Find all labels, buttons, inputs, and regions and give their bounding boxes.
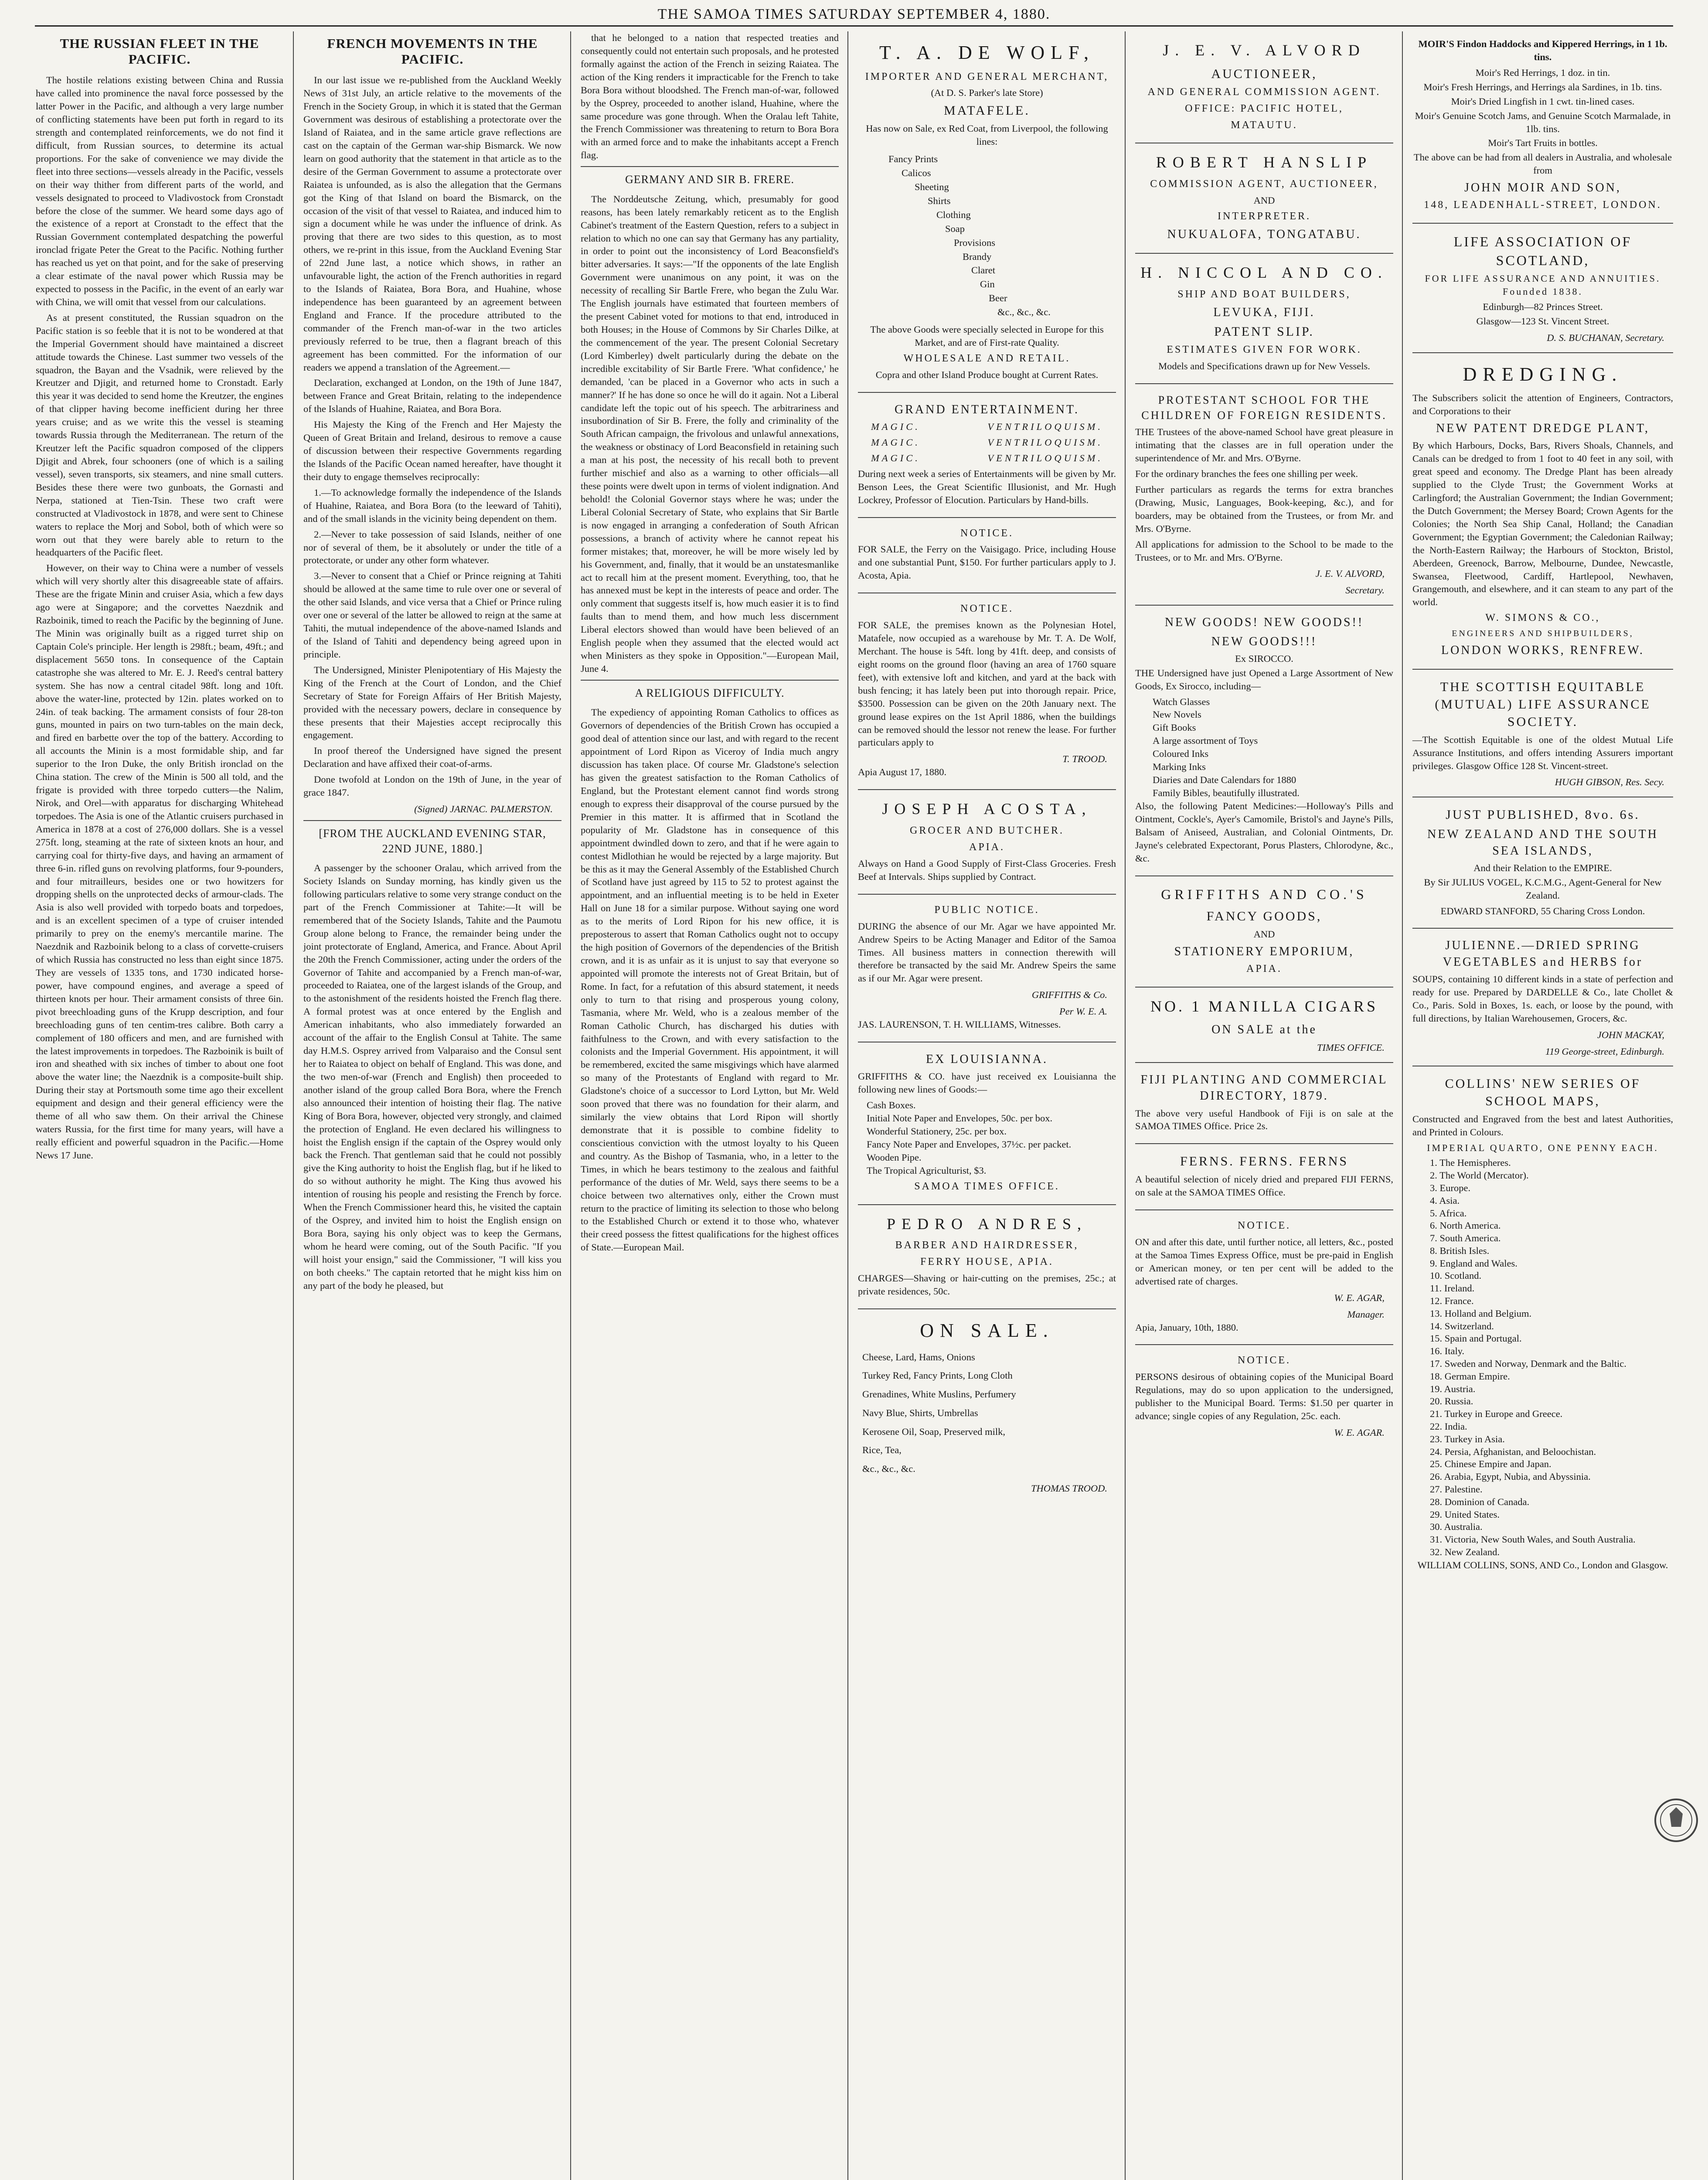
list-item: Claret	[971, 265, 995, 276]
list-item: Initial Note Paper and Envelopes, 50c. per box.	[867, 1113, 1053, 1124]
map-list-item: 21. Turkey in Europe and Greece.	[1430, 1408, 1563, 1420]
map-list-item: 5. Africa.	[1430, 1207, 1467, 1219]
ad-pedro-andres	[858, 1205, 1116, 1310]
ad-collins-maps	[1412, 1066, 1673, 1582]
ad-title: H. NICCOL AND CO.	[1140, 264, 1388, 282]
ad-line: AND	[1253, 928, 1275, 940]
map-list-item: 1. The Hemispheres.	[1430, 1157, 1511, 1168]
map-list-item: 4. Asia.	[1430, 1195, 1460, 1206]
ad-dredging	[1412, 353, 1673, 670]
ad-protestant-school	[1135, 384, 1393, 606]
maps-list	[1412, 1157, 1673, 1559]
list-item: Calicos	[902, 167, 931, 178]
ad-title: NEW GOODS!!!	[1211, 634, 1317, 648]
map-list-item: 10. Scotland.	[1430, 1270, 1482, 1281]
ad-subtitle: NEW PATENT DREDGE PLANT,	[1436, 422, 1650, 436]
map-list-item: 7. South America.	[1430, 1233, 1501, 1244]
ad-subtitle: SHIP AND BOAT BUILDERS,	[1177, 289, 1351, 300]
ad-title: PUBLIC NOTICE.	[934, 904, 1040, 916]
ad-title: NOTICE.	[960, 527, 1014, 539]
ad-title: ROBERT HANSLIP	[1156, 153, 1373, 171]
ad-place: NUKUALOFA, TONGATABU.	[1167, 228, 1361, 242]
ad-signature: JOHN MACKAY,	[1597, 1029, 1664, 1040]
article-title: GERMANY AND SIR B. FRERE.	[581, 166, 839, 187]
ad-alvord	[1135, 31, 1393, 143]
ad-ferry-notice	[858, 518, 1116, 594]
ad-place: FERRY HOUSE, APIA.	[920, 1256, 1054, 1268]
list-item: Wooden Pipe.	[867, 1151, 922, 1163]
ad-subtitle: ON SALE at the	[1211, 1022, 1317, 1036]
map-list-item: 25. Chinese Empire and Japan.	[1430, 1458, 1551, 1470]
ad-text: CHARGES—Shaving or hair-cutting on the premises, 25c.; at private residences, 50c.	[858, 1273, 1116, 1297]
ad-signature: W. E. AGAR.	[1334, 1427, 1385, 1438]
column-germany-frere	[570, 31, 848, 2180]
ad-text: PERSONS desirous of obtaining copies of the Municipal Board Regulations, may do so upon application to the undersigned, publisher to the Municipal Board. Terms: $1.50 per quarter in advance; single copies of any Regulation, 25c. each.	[1135, 1371, 1393, 1422]
paragraph: 3.—Never to consent that a Chief or Prince reigning at Tahiti should be allowed at the same time to rule over one or several of the other said Islands, and vice versa that a Chief or Prince ruling over one or several of the latter be allowed to reign at the same at Tahiti, the mutual independence of the above-named Islands and of the Island of Tahiti and dependency being agreed upon in principle.	[303, 570, 561, 660]
map-list-item: 6. North America.	[1430, 1220, 1501, 1231]
column-advertisements-2	[1125, 31, 1403, 2180]
paragraph: 2.—Never to take possession of said Islands, neither of one nor of several of them, be it absolutely or under the title of a protectorate, or under any other form whatever.	[303, 528, 561, 566]
list-item: Wonderful Stationery, 25c. per box.	[867, 1125, 1007, 1137]
ad-witnesses: JAS. LAURENSON, T. H. WILLIAMS, Witnesses.	[858, 1019, 1061, 1030]
ad-title: NOTICE.	[1238, 1355, 1291, 1366]
ad-title: NEW GOODS! NEW GOODS!!	[1164, 616, 1364, 630]
ad-title: NO. 1 MANILLA CIGARS	[1150, 998, 1378, 1015]
ad-address: 119 George-street, Edinburgh.	[1545, 1046, 1664, 1057]
map-list-item: 12. France.	[1430, 1295, 1474, 1307]
map-list-item: 29. United States.	[1430, 1509, 1500, 1520]
ad-title: JOSEPH ACOSTA,	[882, 800, 1092, 818]
ad-life-association	[1412, 224, 1673, 353]
list-item: New Novels	[1153, 709, 1201, 720]
ad-title: THE SCOTTISH EQUITABLE (MUTUAL) LIFE ASSURANCE SOCIETY.	[1435, 680, 1651, 729]
ad-firm: JOHN MOIR AND SON,	[1464, 181, 1621, 195]
paragraph: In our last issue we re-published from the Auckland Weekly News of 31st July, an article relative to the movements of the French in the Society Group, in which it is stated that the German Government was desirous of establishing a protectorate over the Island of Raiatea, and in the same article grave reflections are cast on the captain of the German war-ship Bismarck. We now learn on good authority that the statement in that article as to the desire of the German Government to assume a protectorate over Raiatea is unfounded, as is also the allegation that the Germans got the King of that Island on board the Bismarck, on the occasion of the visit of that vessel to Raiatea, and induced him to sign a document while he was under the influence of drink. As proving that there are two sides to this question, as to most others, we re-print in this issue, from the Auckland Evening Star of 22nd June last, a notice which shows, in rather an unfavourable light, the action of the French authorities in regard to the Islands of Raiatea, Bora Bora, and Huahine, whose independence has been guaranteed by an agreement between England and France. If the procedure attributed to the commander of the French man-of-war in the two articles previously referred to be true, then a flagrant breach of this agreement has been committed. For the information of our readers we append a translation of the Agreement.—	[303, 75, 561, 373]
ad-julienne	[1412, 929, 1673, 1066]
paragraph: His Majesty the King of the French and Her Majesty the Queen of Great Britain and Ireland, desirous to remove a cause of discussion between their respective Governments regarding the Islands of the Pacific Ocean named hereafter, have thought it their duty to engage themselves reciprocally:	[303, 419, 561, 482]
ad-text: Has now on Sale, ex Red Coat, from Liverpool, the following lines:	[866, 123, 1108, 147]
ad-text: The Subscribers solicit the attention of Engineers, Contractors, and Corporations to their	[1412, 392, 1673, 417]
ad-title: J. E. V. ALVORD	[1163, 41, 1366, 59]
list-item: &c., &c., &c.	[997, 307, 1051, 318]
ad-title: JUST PUBLISHED, 8vo. 6s.	[1446, 807, 1640, 822]
ad-line: (At D. S. Parker's late Store)	[931, 87, 1043, 99]
ad-title: FERNS. FERNS. FERNS	[1180, 1154, 1349, 1169]
masthead: THE SAMOA TIMES SATURDAY SEPTEMBER 4, 1880.	[35, 6, 1673, 27]
ad-line: Ex SIROCCO.	[1235, 653, 1293, 664]
ad-text: A beautiful selection of nicely dried and prepared FIJI FERNS, on sale at the SAMOA TIMES Office.	[1135, 1174, 1393, 1198]
ad-subtitle: BARBER AND HAIRDRESSER,	[895, 1240, 1079, 1251]
ad-place: APIA.	[969, 841, 1005, 853]
ad-title: EX LOUISIANNA.	[926, 1053, 1048, 1066]
ad-book-vogel	[1412, 797, 1673, 929]
ad-subtitle: STATIONERY EMPORIUM,	[1174, 944, 1354, 958]
ad-address: 148, LEADENHALL-STREET, LONDON.	[1424, 199, 1662, 211]
ad-address: LONDON WORKS, RENFREW.	[1441, 643, 1645, 657]
list-item: Sheeting	[915, 181, 949, 192]
paragraph: In proof thereof the Undersigned have signed the present Declaration and have affixed their coat-of-arms.	[303, 745, 561, 770]
list-item: The Tropical Agriculturist, $3.	[867, 1165, 987, 1176]
paragraph: that he belonged to a nation that respected treaties and consequently could not entertain such proposals, and he protested formally against the action of the French in seizing Raiatea. The action of the King renders it impracticable for the French to take Bora Bora without bloodshed. The French man-of-war, followed by the Osprey, proceeded to another island, Huahine, where the same procedure was gone through. When the Oralau left Tahite, the French Commissioner was threatening to return to Bora Bora with an armed force and to make the inhabitants accept a French flag.	[581, 32, 839, 161]
list-item: Brandy	[963, 251, 992, 262]
list-item: Kerosene Oil, Soap, Preserved milk,	[862, 1426, 1006, 1437]
list-item: Gin	[980, 279, 995, 290]
magic-word: MAGIC.	[871, 421, 920, 433]
list-item: Watch Glasses	[1153, 696, 1210, 707]
ad-title: PROTESTANT SCHOOL FOR THE CHILDREN OF FOREIGN RESIDENTS.	[1141, 394, 1387, 422]
ad-subtitle: And their Relation to the EMPIRE.	[1473, 862, 1612, 873]
map-list-item: 31. Victoria, New South Wales, and South Australia.	[1430, 1534, 1636, 1545]
ad-place: MATAFELE.	[944, 103, 1030, 118]
ad-subtitle: AUCTIONEER,	[1211, 66, 1317, 81]
map-list-item: 15. Spain and Portugal.	[1430, 1333, 1522, 1344]
ad-text: Copra and other Island Produce bought at Current Rates.	[875, 369, 1099, 380]
ad-text: DURING the absence of our Mr. Agar we have appointed Mr. Andrew Speirs to be Acting Manager and Editor of the Samoa Times. All business matters in connection therewith will therefore be transacted by the said Mr. Andrew Speirs the same as if our Mr. Agar were present.	[858, 920, 1116, 984]
ad-title: COLLINS' NEW SERIES OF SCHOOL MAPS,	[1445, 1076, 1641, 1109]
ad-signature: Secretary.	[1345, 585, 1385, 596]
ad-manilla-cigars	[1135, 988, 1393, 1063]
ad-entertainment	[858, 393, 1116, 518]
library-stamp	[1652, 1796, 1700, 1844]
magic-word: MAGIC.	[871, 452, 920, 463]
ad-hotel-notice	[858, 593, 1116, 790]
article-title: THE RUSSIAN FLEET IN THE PACIFIC.	[60, 36, 259, 67]
column-advertisements-3	[1402, 31, 1683, 2180]
list-item: Rice, Tea,	[862, 1444, 902, 1456]
list-item: Fancy Prints	[888, 153, 938, 165]
ad-text: SOUPS, containing 10 different kinds in a state of perfection and ready for use. Prepared by DARDELLE & Co., late Chollet & Co., Paris. Sold in Boxes, 1s. each, or loose by the pound, with full directions, by Italian Warehousemen, Grocers, &c.	[1412, 973, 1673, 1024]
paragraph: However, on their way to China were a number of vessels which will very shortly alter this disagreeable state of affairs. These are the frigate Minin and cruiser Asia, which a few days ago were at Singapore; and the corvettes Naezdnik and Razboinik, timed to reach the Pacific by the beginning of June. The Minin was originally built as a rigged turret ship on Captain Cole's principle. Her length is 298ft.; beam, 49ft.; and displacement 5650 tons. In consequence of the Captain catastrophe she was altered to Mr. E. J. Reed's central battery system. She has now a central citadel 98ft. long and 10ft. above the water-line, protected by 12in. plates worked on to 24in. of teak backing. The armament consists of four 28-ton guns, mounted in pairs on two turn-tables on the main deck, and fired en barbette over the top of the battery. According to all accounts the Minin is a most formidable ship, and far superior to the Iron Duke, the only British ironclad on the China station. The crew of the Minin is 500 all told, and the frigate is provided with three torpedo cutters—the Nalim, Nirok, and Orel—with apparatus for discharging Whitehead torpedoes. The Asia is one of the Atlantic cruisers purchased in America in 1878 at a cost of 276,000 dollars. She is a vessel 275ft. long, steaming at the rate of sixteen knots an hour, and carrying coal for thirty-five days, and having an armament of three 6-in. rifled guns on revolving platforms, four 9-pounders, and four mitrailleurs, besides one or two howitzers for dropping shells on the unprotected decks of armour-clads. The Asia is also well provided with torpedo boats and torpedoes, and is an excellent specimen of a type of cruiser intended primarily to prey on the enemy's mercantile marine. The Naezdnik and Razboinik belong to a class of corvette-cruisers of which Russia has constructed no less than eight since 1875. They are vessels of 1335 tons, and 1730 indicated horse-power, have compound engines, and average a speed of thirteen knots per hour. Their armament consists of three 6in. pivot breechloading guns of the Krupp description, and four breechloading guns of ten centim-tres calibre. Both carry a complement of 180 officers and men, and are furnished with the latest improvements in torpedoes. The Razboinik is built of iron and sheathed with six inches of timber to about one foot above the water line; the Naezdnik is a composite-built ship. During their stay at Portsmouth some time ago their excellent equipment and design and their general efficiency were the theme of all who saw them. On their arrival the Chinese waters Russia, for the first time for many years, will have a really efficient and powerful squadron in the Pacific.—Home News 17 June.	[36, 562, 283, 1161]
ad-text: Further particulars as regards the terms for extra branches (Drawing, Music, Languages, Book-keeping, &c.), and for boarders, may be obtained from the Trustees, or from Mr. and Mrs. O'Byrne.	[1135, 484, 1393, 534]
list-item: Gift Books	[1153, 722, 1196, 733]
ad-title: MOIR'S Findon Haddocks and Kippered Herrings, in 1 1b. tins.	[1418, 38, 1667, 62]
ad-title: GRIFFITHS AND CO.'S	[1161, 886, 1368, 902]
list-item: A large assortment of Toys	[1153, 735, 1258, 746]
ad-date: Apia August 17, 1880.	[858, 766, 947, 778]
ad-subtitle: INTERPRETER.	[1218, 211, 1311, 222]
ad-address: Edinburgh—82 Princes Street.	[1483, 301, 1603, 312]
paragraph: Declaration, exchanged at London, on the 19th of June 1847, between France and Great Britain, relating to the independence of the Islands of Huahine, Raiatea, and Bora Bora.	[303, 377, 561, 415]
ad-subtitle: FOR LIFE ASSURANCE AND ANNUITIES. Founded 1838.	[1425, 273, 1661, 297]
list-item: Family Bibles, beautifully illustrated.	[1153, 787, 1300, 798]
ad-line: AND	[1253, 195, 1275, 206]
ad-moir	[1412, 31, 1673, 224]
ad-title: LIFE ASSOCIATION OF SCOTLAND,	[1453, 234, 1632, 268]
ad-text: For the ordinary branches the fees one shilling per week.	[1135, 468, 1358, 479]
ad-signature: SAMOA TIMES OFFICE.	[914, 1180, 1060, 1192]
ad-new-goods	[1135, 606, 1393, 876]
paragraph: 1.—To acknowledge formally the independence of the Islands of Huahine, Raiatea, and Bora Bora (to the leeward of Tahiti), and of the small islands in the vicinity being dependent on them.	[303, 487, 561, 524]
ad-signature: THOMAS TROOD.	[1031, 1482, 1107, 1494]
list-item: Moir's Fresh Herrings, and Herrings ala Sardines, in 1b. tins.	[1423, 81, 1662, 92]
ad-subtitle: ENGINEERS AND SHIPBUILDERS,	[1452, 629, 1634, 639]
ad-title: FIJI PLANTING AND COMMERCIAL DIRECTORY, 1879.	[1140, 1073, 1388, 1103]
column-advertisements-1	[847, 31, 1126, 2180]
ad-text: FOR SALE, the Ferry on the Vaisigago. Price, including House and one substantial Punt, $150. For further particulars apply to J. Acosta, Apia.	[858, 544, 1116, 581]
map-list-item: 14. Switzerland.	[1430, 1320, 1494, 1332]
article-title: A RELIGIOUS DIFFICULTY.	[581, 680, 839, 701]
ad-text: By which Harbours, Docks, Bars, Rivers Shoals, Channels, and Canals can be dredged to from 1 foot to 40 feet in any soil, with great speed and economy. The Dredge Plant has been already supplied to the Clyde Trust; the Government Works at Carlingford; the Australian Government; the Indian Government; the Dutch Government; the Mersey Board; Crown Agents for the Colonies; the North Sea Ship Canal, Holland; the Canadian Government; the Egyptian Government; the Caledonian Railway; the North-Eastern Railway; the Harbours of Stockton, Bristol, Aberdeen, Greenock, Barrow, Melbourne, Dundee, Newcastle, Swansea, Fleetwood, Cardiff, Hartlepool, Newhaven, Grangemouth, and elsewhere, and it can steam to any part of the world.	[1412, 440, 1673, 608]
ad-text: FOR SALE, the premises known as the Polynesian Hotel, Matafele, now occupied as a warehouse by Mr. T. A. De Wolf, Merchant. The house is 54ft. long by 41ft. deep, and consists of eight rooms on the ground floor (having an area of 1760 square feet), with extensive loft and kitchen, and yard at the back with bush fencing; it has lately been put into thorough repair. Price, $3500. Possession can be given on the 20th January next. The ground lease expires on the 1st April 1886, when the buildings can be removed should the lessor not renew the lease. For further particulars apply to	[858, 620, 1116, 748]
map-list-item: 23. Turkey in Asia.	[1430, 1433, 1505, 1444]
ad-text: EDWARD STANFORD, 55 Charing Cross London.	[1440, 905, 1645, 916]
list-item: Navy Blue, Shirts, Umbrellas	[862, 1407, 978, 1418]
ad-fiji-directory	[1135, 1063, 1393, 1144]
ad-postal-notice	[1135, 1210, 1393, 1345]
ad-dewolf	[858, 31, 1116, 393]
ad-signature: HUGH GIBSON, Res. Secy.	[1555, 777, 1664, 788]
magic-line	[858, 452, 1116, 465]
ad-text: —The Scottish Equitable is one of the oldest Mutual Life Assurance Institutions, and offers intending Assurers important privileges. Glasgow Office 128 St. Vincent-street.	[1412, 734, 1673, 771]
ad-place: LEVUKA, FIJI.	[1213, 306, 1315, 320]
map-list-item: 17. Sweden and Norway, Denmark and the Baltic.	[1430, 1358, 1626, 1369]
ad-subtitle: IMPERIAL QUARTO, ONE PENNY EACH.	[1427, 1142, 1659, 1154]
goods-list	[858, 1348, 1116, 1478]
ad-title: NOTICE.	[1238, 1220, 1291, 1232]
list-item: Clothing	[936, 209, 971, 220]
map-list-item: 16. Italy.	[1430, 1345, 1465, 1357]
ventriloquism-word: VENTRILOQUISM.	[987, 421, 1103, 433]
paragraph: The hostile relations existing between China and Russia have called into prominence the naval force possessed by the latter Power in the Pacific, and although a very large number of conflicting statements have been put forth in regard to its strength and contemplated reinforcements, we do not find it difficult, from Russian sources, to determine its actual proportions. For the sake of convenience we may divide the fleet into three sections—vessels already in the Pacific, vessels on their way thither from different parts of the world, and vessels designated to proceed to Vladivostock from Cronstadt before the close of the summer. We heard some days ago of the existence of a report at Cronstadt to the effect that the Russian Government contemplated despatching the powerful ironclad frigate Peter the Great to the Pacific. Nothing further has reached us yet on that point, and for the sake of preserving a clear estimate of the naval power which Russia may be expected to possess in the Pacific, in the event of an early war with China, we will omit that vessel from our calculations.	[36, 75, 283, 307]
ad-line: WHOLESALE AND RETAIL.	[903, 352, 1071, 364]
map-list-item: 32. New Zealand.	[1430, 1546, 1500, 1558]
list-item: Turkey Red, Fancy Prints, Long Cloth	[862, 1370, 1013, 1381]
ad-griffiths-emporium	[1135, 876, 1393, 988]
source-line: [FROM THE AUCKLAND EVENING STAR, 22ND JUNE, 1880.]	[303, 820, 561, 856]
ventriloquism-word: VENTRILOQUISM.	[987, 452, 1103, 463]
paragraph: A passenger by the schooner Oralau, which arrived from the Society Islands on Sunday morning, has kindly given us the following particulars relative to some very strange conduct on the part of the French Commissioner at Tahite:—It will be remembered that of the Society Islands, Tahite and the Paumotu Group alone belong to France, the remainder being under the joint protectorate of England, America, and France. About April the 20th the French Commissioner, acting under the orders of the Governor of Tahite and accompanied by a French man-of-war, proceeded to Raiatea, one of the largest islands of the Group, and to the astonishment of the residents hoisted the French flag there. A formal protest was at once entered by the English and American inhabitants, who also immediately forwarded an account of the affair to the English Consul at Tahite. The same day H.M.S. Osprey arrived from Valparaiso and the Consul sent her to Raiatea to object on behalf of England. This was done, and the two men-of-war (French and English) then proceeded to another island of the group called Bora Bora, where the French also announced their intention of hoisting their flag. The native King of Bora Bora, however, objected very strongly, and claimed the protection of England. He even declared his willingness to hoist the English ensign if the captain of the Osprey would only back the French. That gentleman said that he could not possibly give the King authority to hoist the English flag, but if he liked to do so without authority he might. The King thus avowed his intention of rousing his people and resisting the French by force. When the French Commissioner heard this, he visited the captain of the Osprey, and invited him to hoist the English ensign on Bora Bora, saying his only object was to keep the Germans, whom he heard were coming, out of the South Pacific. "If you will hoist your ensign," said the Commissioner, "I will kiss you on both cheeks." The captain retorted that he might kiss him on any part of the body he pleased, but	[303, 862, 561, 1291]
ad-acosta	[858, 790, 1116, 895]
ad-subtitle: AND GENERAL COMMISSION AGENT.	[1147, 86, 1381, 98]
map-list-item: 20. Russia.	[1430, 1396, 1473, 1407]
ad-signature: TIMES OFFICE.	[1317, 1042, 1385, 1053]
ad-text: During next week a series of Entertainments will be given by Mr. Benson Lees, the Great Scientific Illusionist, and Mr. Hugh Lockrey, Professor of Elocution. Particulars by Hand-bills.	[858, 468, 1116, 505]
map-list-item: 3. Europe.	[1430, 1182, 1471, 1193]
map-list-item: 24. Persia, Afghanistan, and Beloochistan.	[1430, 1446, 1596, 1457]
ad-ferns	[1135, 1144, 1393, 1210]
ventriloquism-word: VENTRILOQUISM.	[987, 436, 1103, 448]
column-russian-fleet	[26, 31, 293, 2180]
list-item: Soap	[945, 223, 965, 234]
magic-word: MAGIC.	[871, 436, 920, 448]
ad-subtitle: FANCY GOODS,	[1206, 909, 1322, 924]
ad-text: Always on Hand a Good Supply of First-Class Groceries. Fresh Beef at Intervals. Ships supplied by Contract.	[858, 858, 1116, 882]
ad-title: ON SALE.	[920, 1320, 1054, 1342]
map-list-item: 28. Dominion of Canada.	[1430, 1496, 1530, 1507]
ad-line: ESTIMATES GIVEN FOR WORK.	[1167, 344, 1362, 356]
magic-line	[858, 436, 1116, 449]
ad-text: The above very useful Handbook of Fiji is on sale at the SAMOA TIMES Office. Price 2s.	[1135, 1107, 1393, 1132]
map-list-item: 9. England and Wales.	[1430, 1257, 1517, 1269]
ad-title: DREDGING.	[1463, 363, 1623, 385]
ad-signature: W. E. AGAR,	[1334, 1292, 1385, 1303]
ad-address: Glasgow—123 St. Vincent Street.	[1476, 315, 1609, 327]
map-list-item: 19. Austria.	[1430, 1383, 1476, 1394]
ad-place: APIA.	[1246, 963, 1282, 975]
ad-firm: W. SIMONS & CO.,	[1485, 612, 1600, 624]
ad-public-notice	[858, 895, 1116, 1042]
ad-text: GRIFFITHS & CO. have just received ex Louisianna the following new lines of Goods:—	[858, 1071, 1116, 1095]
map-list-item: 13. Holland and Belgium.	[1430, 1308, 1532, 1319]
ad-date: Apia, January, 10th, 1880.	[1135, 1322, 1238, 1333]
goods-list	[858, 1099, 1116, 1177]
paragraph: The Undersigned, Minister Plenipotentiary of His Majesty the King of the French at the Court of London, and the Chief Secretary of State for Foreign Affairs of Her British Majesty, provided with the necessary powers, declare in consequence by these presents that their Majesties accept reciprocally this engagement.	[303, 664, 561, 741]
map-list-item: 27. Palestine.	[1430, 1484, 1483, 1495]
ad-text: ON and after this date, until further notice, all letters, &c., posted at the Samoa Times Express Office, must be pre-paid in English or American money, or ten per cent will be added to the advertised rate of charges.	[1135, 1236, 1393, 1287]
list-item: Cash Boxes.	[867, 1100, 916, 1111]
ad-text: Constructed and Engraved from the best and latest Authorities, and Printed in Colours.	[1412, 1114, 1673, 1138]
ad-title: NEW ZEALAND AND THE SOUTH SEA ISLANDS,	[1427, 828, 1658, 858]
paragraph: As at present constituted, the Russian squadron on the Pacific station is so feeble that it is not to be wondered at that the Imperial Government should have maintained a discreet attitude towards the Chinese. Last summer two vessels of the squadron, the Bayan and the Vsadnik, were relieved by the Kreutzer and Djigit, and returned home to Cronstadt. Early this year it was decided to send home the Kreutzer, the engines of that clipper having become inefficient during her three years cruise; and as we write this the vessel is steaming towards Russia through the Mediterranean. The return of the Kreutzer left the Pacific squadron composed of the clippers Djigit and Abrek, four schooners (one of which is a sailing vessel), seven transports, six steamers, and nine small cutters. Besides these there were two gunboats, the Gornasti and Nerpa, stationed at Tien-Tsin. These two craft were constructed at Vladivostock in 1878, and were sent to Chinese waters to replace the Morj and Sobol, both of which were so worn out that they were barely able to return to the headquarters of the Pacific fleet.	[36, 312, 283, 558]
paragraph: Done twofold at London on the 19th of June, in the year of grace 1847.	[303, 774, 561, 798]
list-item: &c., &c., &c.	[862, 1463, 915, 1475]
ad-text: By Sir JULIUS VOGEL, K.C.M.G., Agent-General for New Zealand.	[1424, 876, 1662, 901]
ad-title: GRAND ENTERTAINMENT.	[895, 402, 1079, 416]
list-item: Cheese, Lard, Hams, Onions	[862, 1351, 975, 1362]
ad-text: THE Trustees of the above-named School have great pleasure in intimating that the classes are in full operation under the superintendence of Mr. and Mrs. O'Byrne.	[1135, 426, 1393, 464]
map-list-item: 8. British Isles.	[1430, 1245, 1490, 1256]
ad-signature: D. S. BUCHANAN, Secretary.	[1547, 332, 1664, 343]
list-item: Moir's Tart Fruits in bottles.	[1488, 137, 1598, 149]
ad-municipal-notice	[1135, 1345, 1393, 1447]
paragraph: The Norddeutsche Zeitung, which, presumably for good reasons, has been lately remarkably reticent as to the English Cabinet's treatment of the Eastern Question, refers to a subject in relation to which no one can say that Germany has any partiality, in order to point out the inconsistency of Lord Beaconsfield's bitter adversaries. It says:—"If the opponents of the late English Government were unanimous on any point, it was on the necessity of recalling Sir Bartle Frere, who began the Zulu War. The English journals have estimated that fourteen members of the present Cabinet voted for motions to that end, introduced in both Houses; in the House of Commons by Sir Charles Dilke, at the commencement of the year. The present Colonial Secretary (Lord Kimberley) dwelt particularly during the debate on the incredible excitability of Sir Bartle Frere. 'What confidence,' he demanded, 'can be placed in a Governor who acts in such a manner?' If he has done so once he will do it again. Not a Liberal candidate left the topic out of his speech. The arbitrariness and insubordination of Sir B. Frere, the folly and criminality of the South African campaign, the frivolous and unlawful annexations, the weakness or obstinacy of Lord Beaconsfield in retaining such a man at his post, the necessity of his recall both to prevent further mischief and also as a warning to other officials—all these points were dwelt upon in terms of violent indignation. And behold! the Colonial Governor stays where he was; under the Liberal Colonial Secretary of State, who explains that Sir Bartle is now engaged in arranging a confederation of South African possessions, a branch of activity where he cannot repeat his former mistakes; that, moreover, he will be more wisely led by his Government, and, finally, that it would be an unstatesmanlike act to recall him at the present moment. Everything, too, that he has annexed must be kept in the interests of peace and order. The only comment that suggests itself is, how much easier it is to find faults than to mend them, and how much less discernment Liberal electors showed than would have been believed of an English people when they assumed that the elected would act when Ministers as they spoke in Opposition."—European Mail, June 4.	[581, 193, 839, 674]
list-item: Moir's Genuine Scotch Jams, and Genuine Scotch Marmalade, in 1lb. tins.	[1415, 110, 1671, 134]
ad-title: JULIENNE.—DRIED SPRING VEGETABLES and HERBS for	[1443, 939, 1643, 969]
list-item: Fancy Note Paper and Envelopes, 37½c. per packet.	[867, 1138, 1072, 1150]
ad-signature: WILLIAM COLLINS, SONS, AND Co., London and Glasgow.	[1417, 1559, 1668, 1570]
ad-signature: Manager.	[1347, 1308, 1385, 1320]
paragraph: The expediency of appointing Roman Catholics to offices as Governors of dependencies of the British Crown has occupied a good deal of attention since our last, and with regard to the recent appointment of Lord Ripon as Viceroy of India much angry discussion has taken place. Of course Mr. Gladstone's selection has given the greatest satisfaction to the Roman Catholics of England, but the Protestant element cannot find words strong enough to express their disapproval of the course pursued by the Premier in this matter. It is affirmed that in Scotland the popularity of Mr. Gladstone has in consequence of this appointment dwindled down to zero, and that if he were again to contest Midlothian he would be rejected by a large majority. But be this as it may the General Assembly of the Established Church of Scotland have just agreed by 115 to 52 to protest against the appointment, and an influential meeting is to be held in Exeter Hall on June 18 for a similar purpose. Without saying one word as to the merits of Lord Ripon for his new office, it is preposterous to assert that Roman Catholics ought not to occupy the high position of Governors of the dependencies of the British crown, and it is as unfair as it is unjust to say that everyone so appointed will promote the interests not of Great Britain, but of Rome. In fact, for a refutation of this absurd statement, it needs only to turn to that rising and prosperous young colony, Tasmania, where Mr. Weld, who is a zealous member of the Roman Catholic Church, has discharged his duties with faithfulness to the Crown, and with every satisfaction to the colonists and the Imperial Government. His appointment, it will be remembered, excited the same misgivings which have alarmed so many of the Protestants of England with regard to Mr. Gladstone's choice of a successor to Lord Lytton, but Mr. Weld soon proved that there was no foundation for their alarm, and similarly the view obtains that Lord Ripon will shortly demonstrate that it is possible to combine fidelity to conscientious conviction with the utmost loyalty to his Queen and country. As the Bishop of Tasmania, who, in a letter to the Times, in which he bears testimony to the zealous and faithful performance of the duties of Mr. Weld, says there seems to be a choice between two alternatives only, either the Crown must return to the practice of limiting its selection to those who belong to the Established Church or extend it to those who, whatever their creed possess the fittest qualifications for the highest offices of State.—European Mail.	[581, 707, 839, 1253]
list-item: Beer	[989, 293, 1007, 304]
ad-signature: J. E. V. ALVORD,	[1315, 568, 1385, 579]
ad-subtitle: IMPORTER AND GENERAL MERCHANT,	[865, 71, 1109, 82]
ad-hanslip	[1135, 143, 1393, 254]
map-list-item: 26. Arabia, Egypt, Nubia, and Abyssinia.	[1430, 1471, 1591, 1482]
signatures: (Signed) JARNAC. PALMERSTON.	[414, 804, 553, 815]
ad-text: THE Undersigned have just Opened a Large Assortment of New Goods, Ex Sirocco, including—	[1135, 667, 1393, 691]
map-list-item: 2. The World (Mercator).	[1430, 1170, 1529, 1181]
list-item: Grenadines, White Muslins, Perfumery	[862, 1389, 1016, 1400]
ad-title: T. A. DE WOLF,	[879, 42, 1095, 63]
ad-ex-louisianna	[858, 1042, 1116, 1205]
list-item: Shirts	[928, 195, 951, 206]
ad-scottish-equitable	[1412, 670, 1673, 797]
map-list-item: 18. German Empire.	[1430, 1370, 1510, 1382]
ad-subtitle: GROCER AND BUTCHER.	[909, 825, 1065, 837]
ad-text: Also, the following Patent Medicines:—Holloway's Pills and Ointment, Cockle's, Ayer's Camomile, Bristol's and Jayne's Pills, Balsam of Aniseed, Australian, and Colonial Ointments, Dr. Jayne's celebrated Expectorant, Porus Plasters, Chlorodyne, &c., &c.	[1135, 800, 1393, 864]
ad-text: Models and Specifications drawn up for New Vessels.	[1158, 361, 1370, 372]
list-item: Diaries and Date Calendars for 1880	[1153, 774, 1296, 786]
ad-signature: GRIFFITHS & Co.	[1031, 989, 1107, 1001]
goods-list	[1135, 695, 1393, 800]
article-title: FRENCH MOVEMENTS IN THE PACIFIC.	[327, 36, 538, 67]
ad-title: NOTICE.	[960, 603, 1014, 615]
ad-line: PATENT SLIP.	[1214, 324, 1314, 339]
list-item: Provisions	[954, 237, 996, 248]
map-list-item: 11. Ireland.	[1430, 1283, 1475, 1294]
list-item: Coloured Inks	[1153, 748, 1209, 760]
map-list-item: 22. India.	[1430, 1421, 1467, 1432]
list-item: Moir's Red Herrings, 1 doz. in tin.	[1475, 67, 1610, 78]
ad-subtitle: COMMISSION AGENT, AUCTIONEER,	[1150, 178, 1378, 190]
list-item: Marking Inks	[1153, 761, 1206, 773]
goods-list	[858, 153, 1116, 319]
ad-text: The above Goods were specially selected in Europe for this Market, and are of First-rate Quality.	[870, 324, 1104, 348]
map-list-item: 30. Australia.	[1430, 1521, 1483, 1533]
list-item: Moir's Dried Lingfish in 1 cwt. tin-lined cases.	[1451, 95, 1635, 107]
ad-signature: Per W. E. A.	[1059, 1006, 1107, 1017]
ad-place: MATAUTU.	[1231, 119, 1298, 131]
ad-text: The above can be had from all dealers in Australia, and wholesale from	[1413, 152, 1672, 176]
magic-line	[858, 420, 1116, 433]
ad-on-sale	[858, 1309, 1116, 1503]
ad-niccol	[1135, 254, 1393, 384]
ad-text: All applications for admission to the School to be made to the Trustees, or to Mr. and Mrs. O'Byrne.	[1135, 538, 1393, 563]
ad-line: OFFICE: PACIFIC HOTEL,	[1185, 102, 1344, 114]
column-french-movements	[293, 31, 571, 2180]
ad-title: PEDRO ANDRES,	[886, 1215, 1088, 1233]
ad-signature: T. TROOD.	[1062, 753, 1107, 765]
